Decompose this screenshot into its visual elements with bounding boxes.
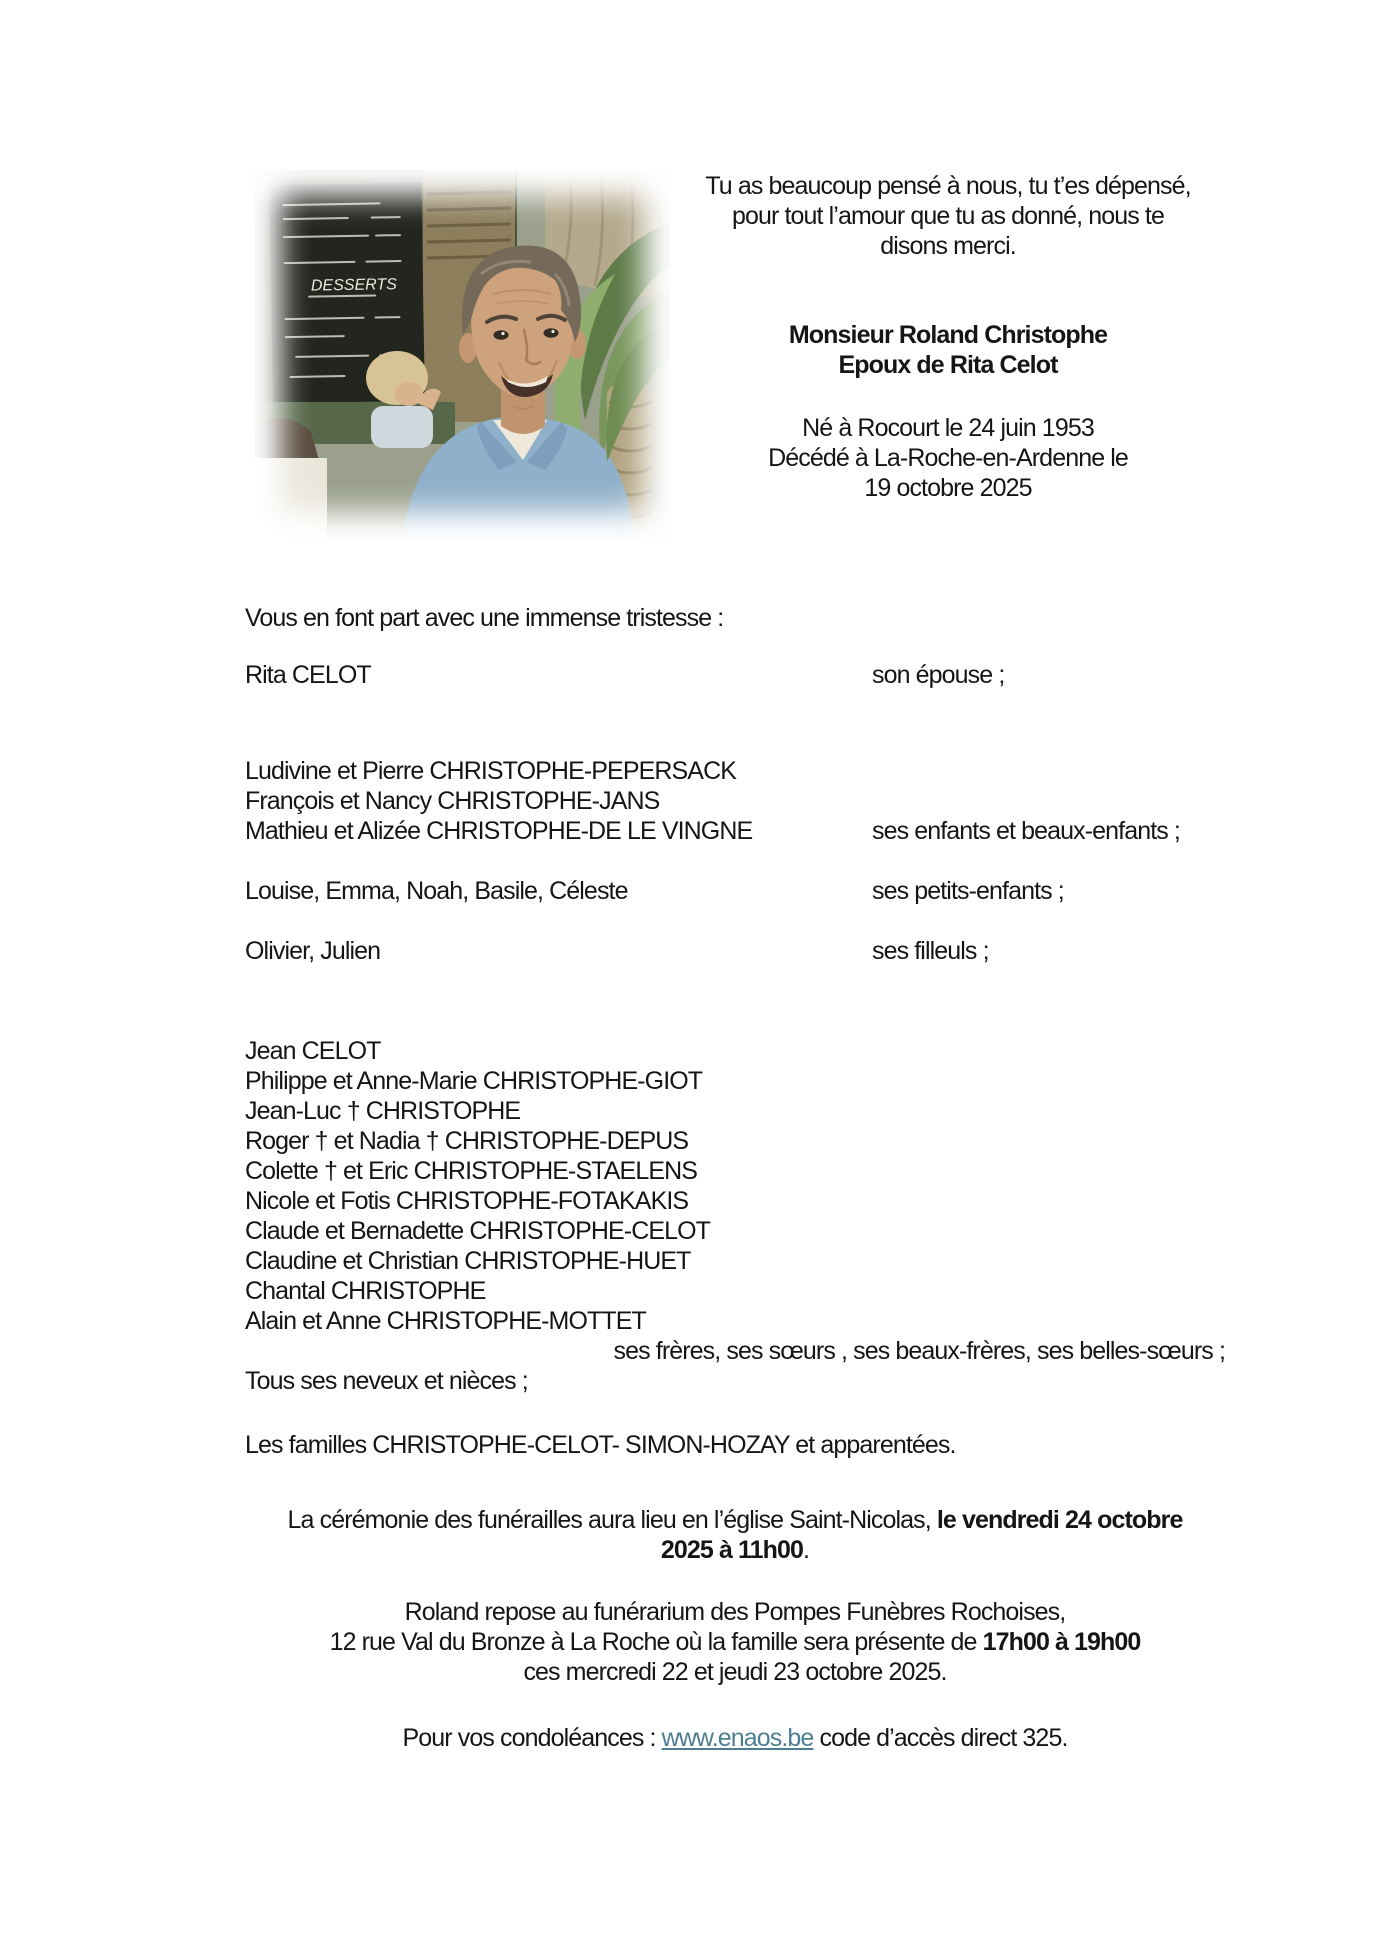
repose-line-2 <box>245 1627 1225 1657</box>
grandchildren-relation-label: ses petits-enfants ; <box>872 877 1064 905</box>
godsons-relation-label: ses filleuls ; <box>872 937 989 965</box>
sibling-name-4: Roger † et Nadia † CHRISTOPHE-DEPUS <box>245 1127 689 1155</box>
ceremony-line-2-period: . <box>803 1536 810 1564</box>
announcement-body <box>245 603 1225 1753</box>
siblings-relation-line: ses frères, ses sœurs , ses beaux-frères, ses belles-sœurs ; <box>613 1337 1225 1365</box>
ceremony-time-bold: 2025 à 11h00 <box>660 1536 804 1564</box>
portrait-photo <box>255 170 670 538</box>
death-line-2: 19 octobre 2025 <box>864 474 1032 502</box>
deceased-name: Monsieur Roland Christophe <box>788 321 1108 349</box>
nephews-line: Tous ses neveux et nièces ; <box>245 1367 528 1395</box>
children-group <box>245 756 1225 846</box>
children-name-1: Ludivine et Pierre CHRISTOPHE-PEPERSACK <box>245 757 737 785</box>
repose-line-3: ces mercredi 22 et jeudi 23 octobre 2025. <box>523 1658 947 1686</box>
ceremony-date-bold: le vendredi 24 octobre <box>936 1506 1183 1534</box>
repose-paragraph <box>245 1597 1225 1687</box>
repose-line-1: Roland repose au funérarium des Pompes Funèbres Rochoises, <box>404 1598 1066 1626</box>
ceremony-line-1 <box>245 1505 1225 1535</box>
grandchildren-row <box>245 876 1225 906</box>
repose-line-2-text: 12 rue Val du Bronze à La Roche où la famille sera présente de <box>329 1628 983 1656</box>
children-relation-label: ses enfants et beaux-enfants ; <box>872 817 1180 845</box>
siblings-group <box>245 1036 1225 1396</box>
enaos-link[interactable]: www.enaos.be <box>661 1724 814 1752</box>
children-last-row <box>245 816 1225 846</box>
intro-line: Vous en font part avec une immense tristesse : <box>245 604 724 632</box>
repose-hours-bold: 17h00 à 19h00 <box>982 1628 1141 1656</box>
death-line-1: Décédé à La-Roche-en-Ardenne le <box>768 444 1128 472</box>
quote-line-2: pour tout l’amour que tu as donné, nous te <box>732 202 1164 230</box>
svg-text:DESSERTS: DESSERTS <box>310 276 398 295</box>
deceased-name-block <box>683 320 1213 380</box>
grandchildren-names: Louise, Emma, Noah, Basile, Céleste <box>245 877 628 905</box>
spouse-relation-label: son épouse ; <box>872 661 1005 689</box>
life-dates-block <box>683 413 1213 503</box>
sibling-name-10: Alain et Anne CHRISTOPHE-MOTTET <box>245 1307 646 1335</box>
quote-line-1: Tu as beaucoup pensé à nous, tu t’es dépensé, <box>705 172 1191 200</box>
birth-line: Né à Rocourt le 24 juin 1953 <box>802 414 1094 442</box>
sibling-name-9: Chantal CHRISTOPHE <box>245 1277 486 1305</box>
header-text-block <box>683 171 1213 503</box>
sibling-name-8: Claudine et Christian CHRISTOPHE-HUET <box>245 1247 691 1275</box>
condolences-suffix: code d’accès direct 325. <box>813 1724 1068 1752</box>
ceremony-line-1-text: La cérémonie des funérailles aura lieu en l’église Saint-Nicolas, <box>287 1506 937 1534</box>
children-name-3: Mathieu et Alizée CHRISTOPHE-DE LE VINGNE <box>245 817 753 845</box>
condolences-line <box>245 1723 1225 1753</box>
memorial-quote <box>683 171 1213 261</box>
sibling-name-1: Jean CELOT <box>245 1037 381 1065</box>
ceremony-paragraph <box>245 1505 1225 1565</box>
portrait-photo-art <box>255 170 670 538</box>
godsons-names: Olivier, Julien <box>245 937 381 965</box>
godsons-row <box>245 936 1225 966</box>
condolences-prefix: Pour vos condoléances : <box>402 1724 662 1752</box>
sibling-name-7: Claude et Bernadette CHRISTOPHE-CELOT <box>245 1217 711 1245</box>
children-name-2: François et Nancy CHRISTOPHE-JANS <box>245 787 660 815</box>
sibling-name-5: Colette † et Eric CHRISTOPHE-STAELENS <box>245 1157 698 1185</box>
deceased-spouse-line: Epoux de Rita Celot <box>838 351 1058 379</box>
spouse-row <box>245 660 1225 690</box>
sibling-name-6: Nicole et Fotis CHRISTOPHE-FOTAKAKIS <box>245 1187 689 1215</box>
sibling-name-2: Philippe et Anne-Marie CHRISTOPHE-GIOT <box>245 1067 703 1095</box>
sibling-name-3: Jean-Luc † CHRISTOPHE <box>245 1097 521 1125</box>
ceremony-line-2 <box>245 1535 1225 1565</box>
families-line: Les familles CHRISTOPHE-CELOT- SIMON-HOZAY et apparentées. <box>245 1431 956 1459</box>
quote-line-3: disons merci. <box>880 232 1016 260</box>
spouse-name: Rita CELOT <box>245 661 371 689</box>
